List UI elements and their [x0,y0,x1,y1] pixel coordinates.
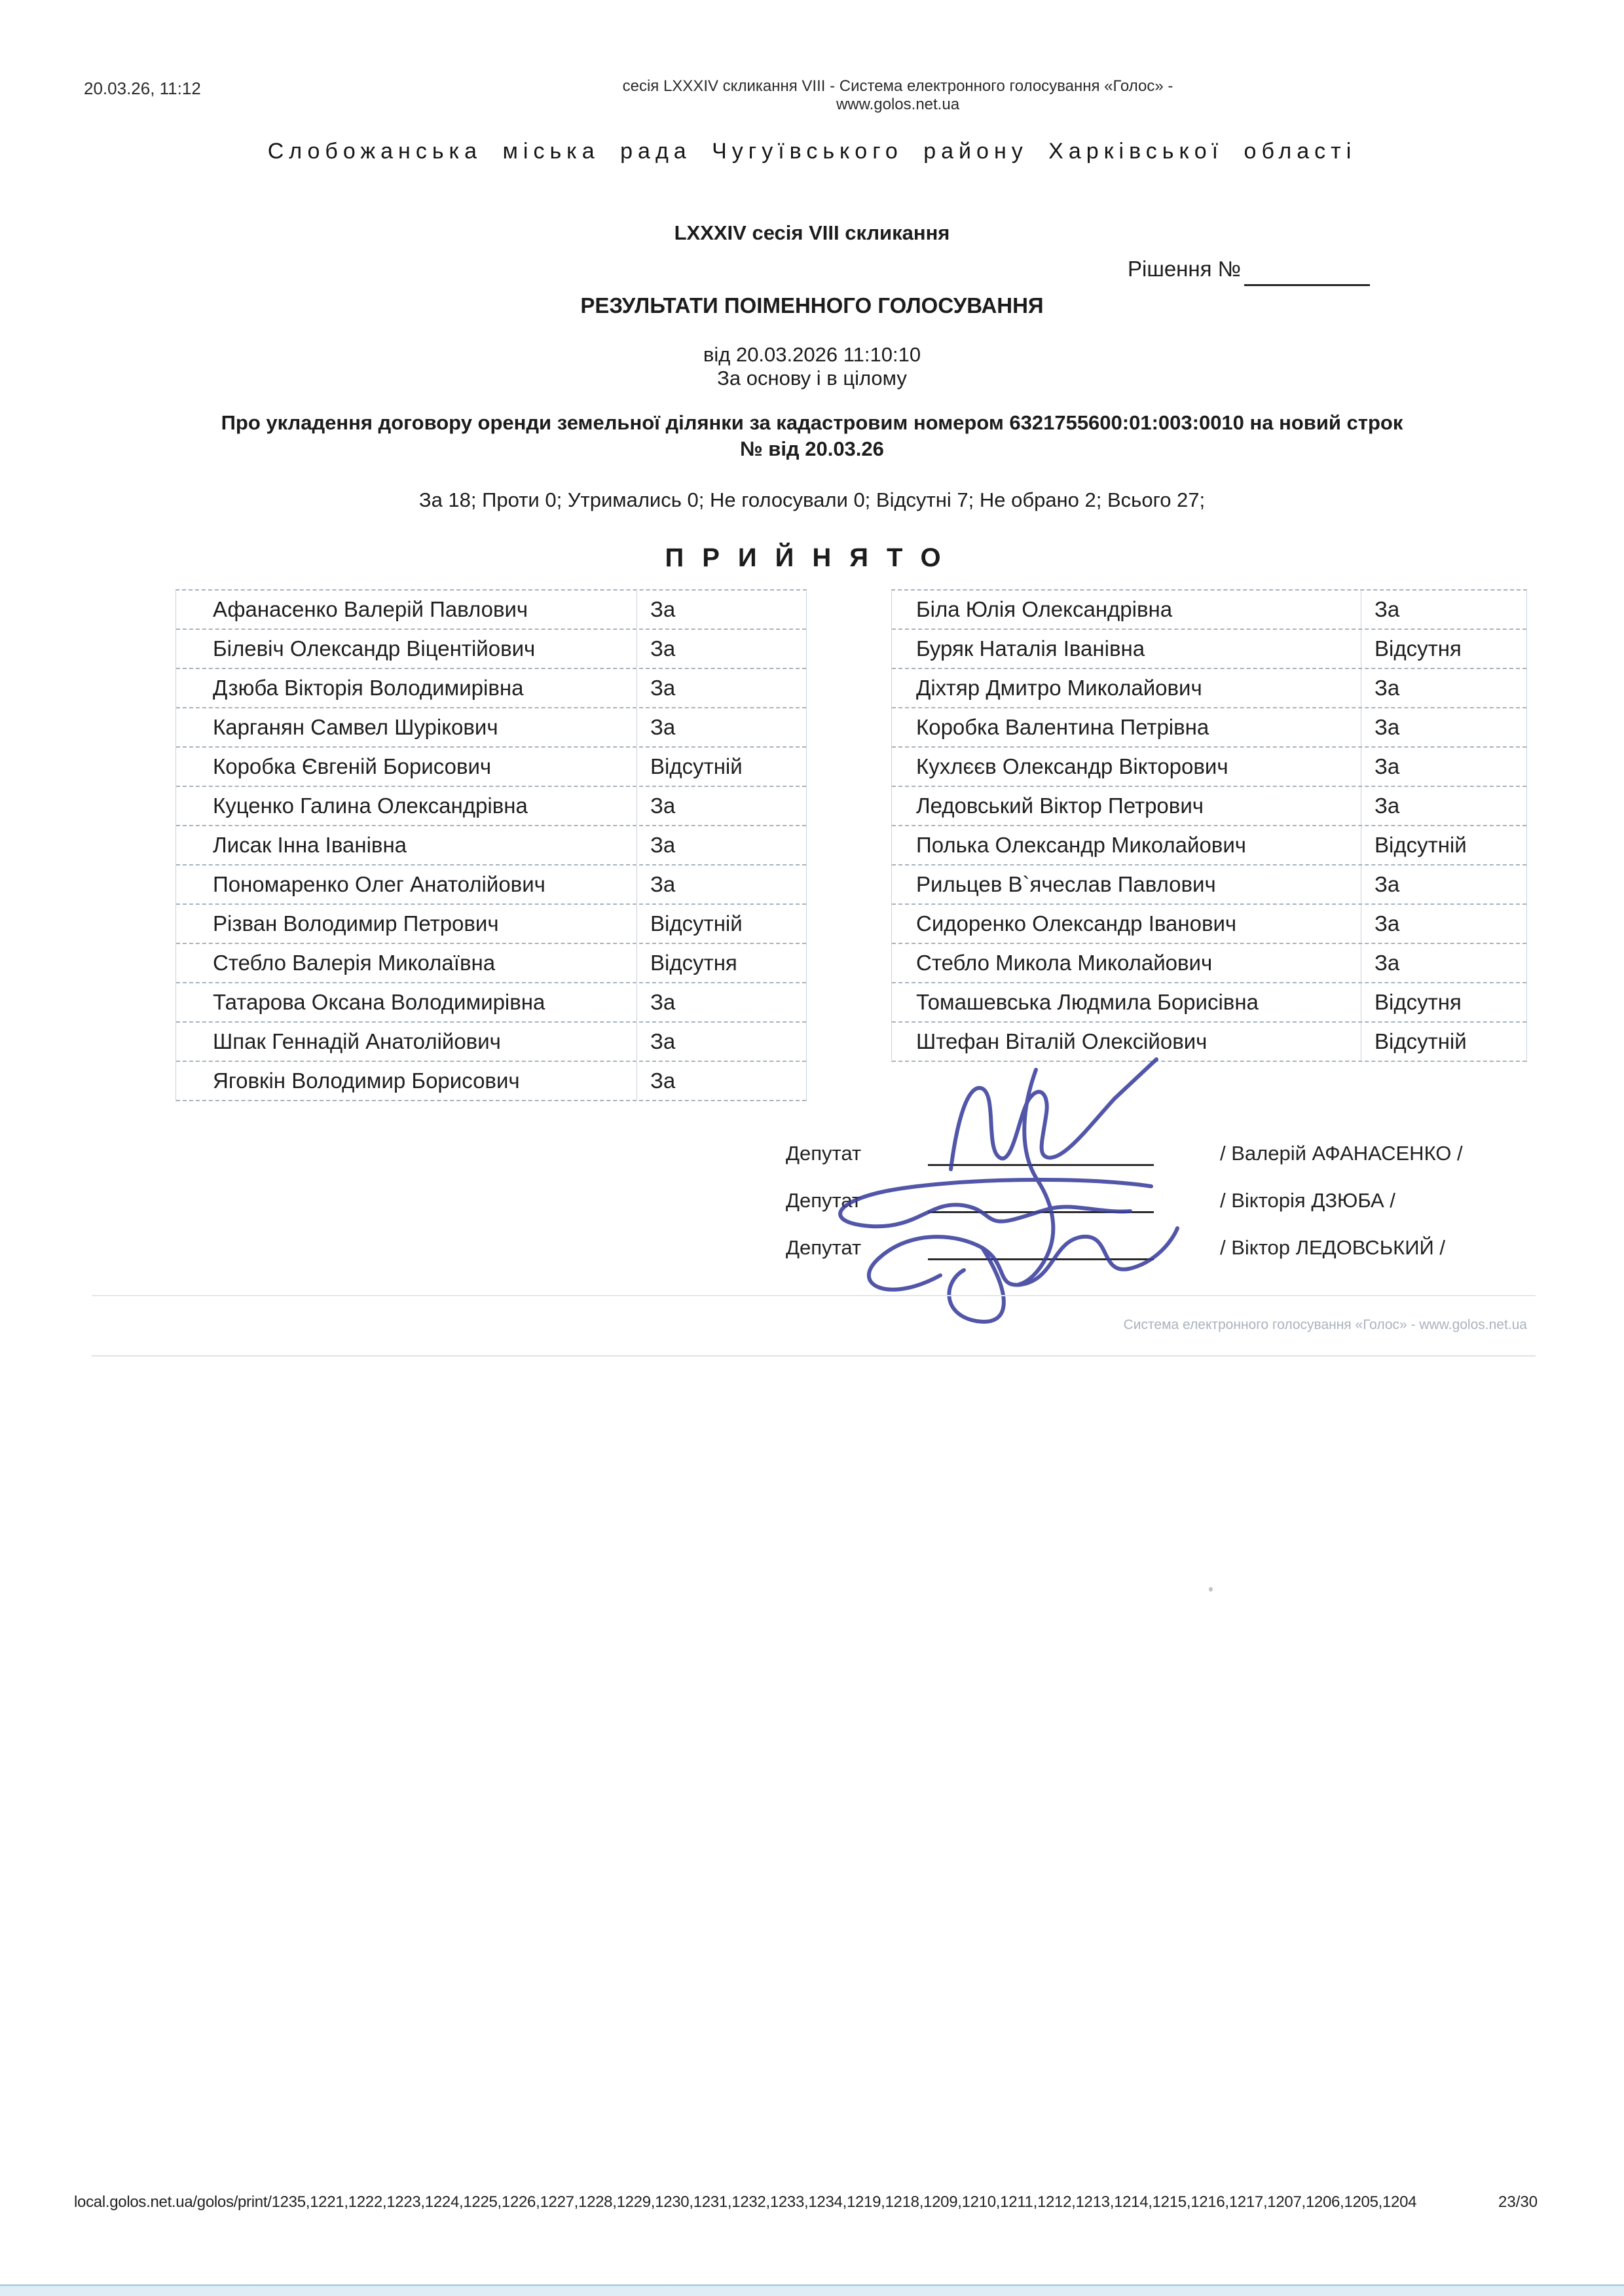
vote-value: За [637,669,806,707]
deputy-name: Пономаренко Олег Анатолійович [213,872,545,896]
table-row [176,591,806,630]
print-header-title: сесія LXXXIV скликання VIII - Система електронного голосування «Голос» - www.golos.net.ua [622,77,1173,113]
deputy-name: Стебло Микола Миколайович [916,951,1213,975]
table-row [176,748,806,787]
table-row [892,591,1526,630]
vote-table-left [175,589,807,1101]
signer-name-2: / Вікторія ДЗЮБА / [1220,1189,1395,1212]
vote-value: За [1361,944,1526,982]
deputy-name: Полька Олександр Миколайович [916,833,1246,857]
vote-subject-line2: № від 20.03.26 [740,437,884,460]
deputy-name: Діхтяр Дмитро Миколайович [916,676,1202,700]
scan-bottom-edge [0,2284,1624,2296]
deputy-name: Рильцев В`ячеслав Павлович [916,872,1216,896]
table-row [176,708,806,748]
deputy-name: Татарова Оксана Володимирівна [213,990,545,1014]
signer-name-1: / Валерій АФАНАСЕНКО / [1220,1142,1463,1165]
vote-value: Відсутня [1361,983,1526,1021]
scan-speck [1209,1587,1213,1592]
vote-value: За [637,866,806,903]
vote-value: За [1361,787,1526,825]
vote-value: За [1361,748,1526,786]
table-row [892,866,1526,905]
deputy-name: Коробка Євгеній Борисович [213,754,492,778]
table-row [176,826,806,866]
table-row [176,905,806,944]
table-row [176,1023,806,1062]
signature-line-2 [928,1211,1154,1213]
signature-stroke-3 [840,1180,1151,1226]
vote-value: За [1361,905,1526,943]
deputy-name: Куценко Галина Олександрівна [213,793,528,818]
deputy-name: Шпак Геннадій Анатолійович [213,1029,501,1053]
deputy-name: Дзюба Вікторія Володимирівна [213,676,524,700]
vote-value: Відсутня [637,944,806,982]
vote-subject-line1: Про укладення договору оренди земельної ділянки за кадастровим номером 6321755600:01:003:0010 на новий строк [221,411,1403,434]
deputy-label-2: Депутат [786,1189,862,1212]
vote-value: За [637,708,806,746]
table-row [176,630,806,669]
signature-line-3 [928,1258,1154,1260]
signature-line-1 [928,1164,1154,1166]
table-row [892,630,1526,669]
table-row [892,1023,1526,1062]
vote-value: Відсутній [637,748,806,786]
vote-totals: За 18; Проти 0; Утримались 0; Не голосували 0; Відсутні 7; Не обрано 2; Всього 27; [418,488,1206,511]
vote-table-right [891,589,1527,1062]
table-row [892,944,1526,983]
deputy-name: Буряк Наталія Іванівна [916,636,1145,661]
deputy-label-3: Депутат [786,1236,862,1259]
vote-value: За [1361,591,1526,629]
table-row [892,787,1526,826]
scan-faint-line-1 [92,1295,1536,1296]
deputy-name: Біла Юлія Олександрівна [916,597,1173,621]
deputy-name: Кухлєєв Олександр Вікторович [916,754,1228,778]
table-row [892,748,1526,787]
deputy-name: Білевіч Олександр Віцентійович [213,636,536,661]
deputy-name: Лисак Інна Іванівна [213,833,407,857]
system-watermark: Система електронного голосування «Голос» - www.golos.net.ua [1123,1317,1527,1332]
vote-value: За [637,983,806,1021]
deputy-name: Томашевська Людмила Борисівна [916,990,1259,1014]
deputy-label-1: Депутат [786,1142,862,1165]
table-row [892,708,1526,748]
deputy-name: Стебло Валерія Миколаївна [213,951,496,975]
table-row [176,983,806,1023]
table-row [176,669,806,708]
deputy-name: Карганян Самвел Шурікович [213,715,498,739]
vote-value: За [637,1023,806,1061]
vote-value: За [1361,669,1526,707]
table-row [892,826,1526,866]
decision-number-blank-line [1244,284,1370,286]
vote-value: За [1361,708,1526,746]
session-title: LXXXIV сесія VIII скликання [674,221,950,244]
signature-stroke-2 [1019,1070,1053,1285]
results-title: РЕЗУЛЬТАТИ ПОІМЕННОГО ГОЛОСУВАННЯ [580,293,1044,318]
vote-value: Відсутній [1361,826,1526,864]
vote-value: Відсутній [1361,1023,1526,1061]
deputy-name: Ледовський Віктор Петрович [916,793,1204,818]
vote-value: За [1361,866,1526,903]
signature-stroke-1 [951,1059,1156,1169]
table-row [892,669,1526,708]
vote-value: Відсутній [637,905,806,943]
table-row [176,787,806,826]
deputy-name: Сидоренко Олександр Іванович [916,911,1237,936]
table-row [892,905,1526,944]
deputy-name: Різван Володимир Петрович [213,911,499,936]
vote-stage: За основу і в цілому [717,367,907,390]
vote-value: За [637,630,806,668]
footer-print-url: local.golos.net.ua/golos/print/1235,1221,1222,1223,1224,1225,1226,1227,1228,1229,1230,1231,1232,1233,1234,1219,1218,1209,1210,1211,1212,1213,1214,1215,1216,1217,1207,1206,1205,1204 [74,2193,1417,2211]
table-row [176,1062,806,1101]
deputy-name: Яговкін Володимир Борисович [213,1068,520,1093]
result-status: ПРИЙНЯТО [665,543,959,572]
vote-value: Відсутня [1361,630,1526,668]
vote-subject [92,410,1532,462]
table-row [176,866,806,905]
vote-value: За [637,787,806,825]
signer-name-3: / Віктор ЛЕДОВСЬКИЙ / [1220,1236,1445,1259]
table-row [176,944,806,983]
print-timestamp: 20.03.26, 11:12 [84,79,201,98]
decision-number-label: Рішення № [1128,257,1242,281]
footer-page-indicator: 23/30 [1498,2193,1538,2211]
vote-datetime: від 20.03.2026 11:10:10 [703,343,921,366]
scan-faint-line-2 [92,1355,1536,1357]
council-title: Слобожанська міська рада Чугуївського району Харківської області [267,139,1357,164]
handwritten-signatures-ink [812,1048,1218,1336]
table-row [892,983,1526,1023]
deputy-name: Коробка Валентина Петрівна [916,715,1209,739]
vote-value: За [637,1062,806,1100]
vote-value: За [637,591,806,629]
deputy-name: Афанасенко Валерій Павлович [213,597,528,621]
vote-value: За [637,826,806,864]
deputy-name: Штефан Віталій Олексійович [916,1029,1208,1053]
